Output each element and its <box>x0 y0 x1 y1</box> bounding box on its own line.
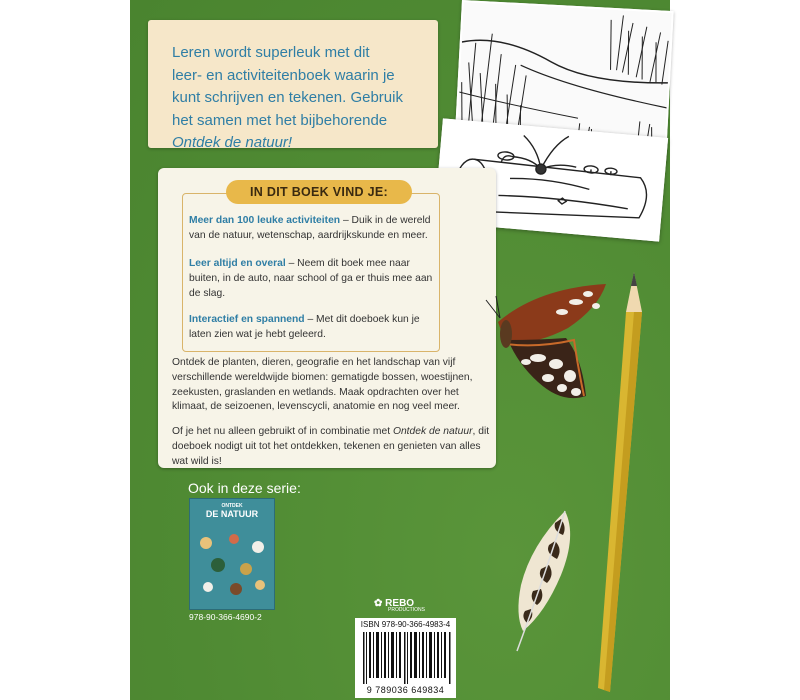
feature-heading: Leer altijd en overal <box>189 258 286 269</box>
intro-book-title: Ontdek de natuur! <box>172 134 293 151</box>
features-title: IN DIT BOEK VIND JE: <box>226 180 412 204</box>
feature-heading: Interactief en spannend <box>189 314 305 325</box>
feature-text: – Duik in de wereld van de natuur, wetenschap, aardrijkskunde en meer. <box>189 215 431 241</box>
series-label: Ook in deze serie: <box>188 480 301 496</box>
intro-line: het samen met het bijbehorende <box>172 111 388 129</box>
thumb-illustration <box>194 529 270 599</box>
intro-line: leer- en activiteitenboek waarin je <box>172 66 395 84</box>
feather-image <box>505 505 577 655</box>
thumb-top-text: ONTDEK <box>221 503 243 509</box>
series-book-thumbnail[interactable] <box>189 498 275 610</box>
barcode-digits: 9 789036 649834 <box>366 685 445 695</box>
pencil-image <box>598 272 648 692</box>
feature-item <box>189 256 433 301</box>
description-paragraph-1: Ontdek de planten, dieren, geografie en het landschap van vijf verschillende wereldwijde biomen: gematigde bossen, woestijnen, zeekusten, graslanden en wetlands. Maak opdrachten over het klimaat, de seizoenen, levenscycli, anatomie en nog veel meer. <box>172 357 473 413</box>
feature-text: – Neem dit boek mee naar buiten, in de auto, naar school of ga er thuis mee aan de slag. <box>189 258 433 299</box>
intro-line: Leren wordt superleuk met dit <box>172 44 370 61</box>
intro-text <box>172 42 434 155</box>
intro-line: kunt schrijven en tekenen. Gebruik <box>172 89 403 106</box>
leaf-icon: ✿ <box>374 598 383 609</box>
barcode-label <box>355 618 456 698</box>
description-paragraph-2: Of je het nu alleen gebruikt of in combinatie met Ontdek de natuur, dit doeboek nodigt uit tot het ontdekken, tekenen en genieten van alles wat wild is! <box>172 426 490 467</box>
butterfly-image <box>478 278 610 410</box>
feature-item <box>189 312 433 342</box>
barcode-bars <box>363 632 453 684</box>
barcode-isbn: ISBN 978-90-366-4983-4 <box>360 620 451 629</box>
feature-text: – Met dit doeboek kun je laten zien wat je hebt geleerd. <box>189 314 420 340</box>
publisher-logo: ✿ REBO PRODUCTIONS <box>374 598 425 613</box>
feature-item <box>189 213 433 243</box>
feature-heading: Meer dan 100 leuke activiteiten <box>189 215 341 226</box>
series-isbn: 978-90-366-4690-2 <box>189 612 262 622</box>
thumb-title: DE NATUUR <box>205 509 259 519</box>
